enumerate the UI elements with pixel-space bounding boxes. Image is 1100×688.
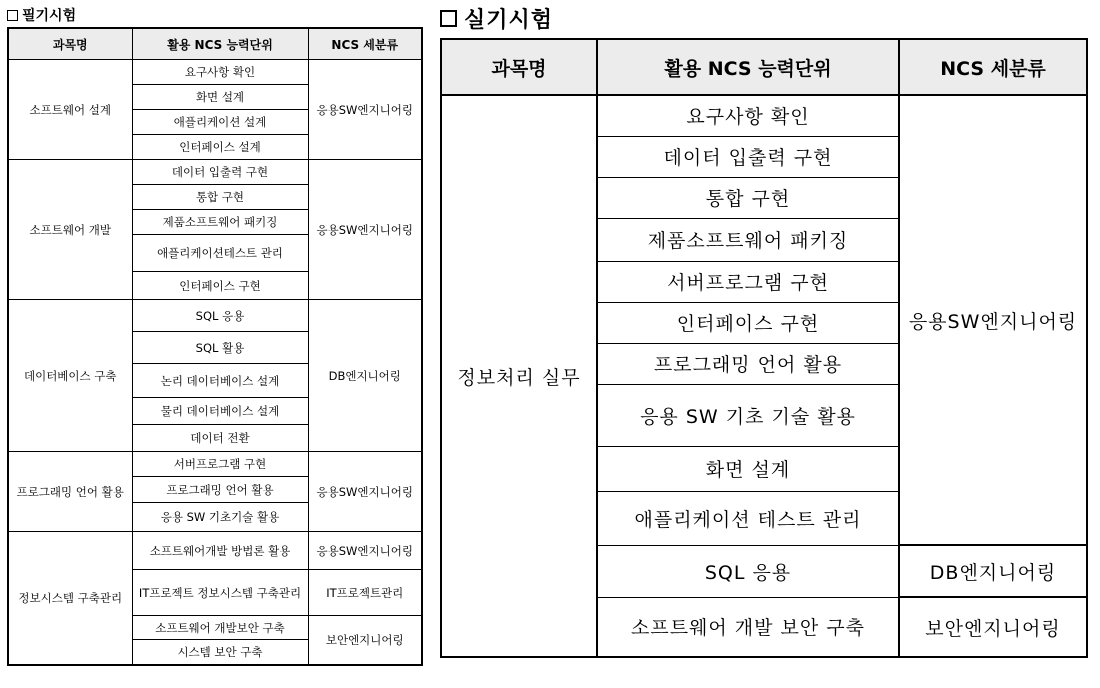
- unit-cell: SQL 응용: [597, 545, 899, 597]
- subject-cell: 정보시스템 구축관리: [8, 532, 132, 665]
- subject-cell: 소프트웨어 개발: [8, 160, 132, 300]
- written-exam-table: [7, 27, 423, 666]
- header-unit: 활용 NCS 능력단위: [597, 39, 899, 95]
- subject-cell: 데이터베이스 구축: [8, 300, 132, 452]
- subject-cell: 프로그래밍 언어 활용: [8, 452, 132, 532]
- practical-exam-title: 실기시험: [464, 7, 554, 33]
- header-category: NCS 세분류: [308, 28, 422, 60]
- written-exam-panel: [7, 5, 423, 666]
- unit-cell: SQL 응용: [132, 300, 308, 332]
- category-cell: 응용SW엔지니어링: [308, 452, 422, 532]
- unit-cell: 인터페이스 구현: [132, 272, 308, 300]
- header-subject: 과목명: [8, 28, 132, 60]
- unit-cell: 물리 데이터베이스 설계: [132, 398, 308, 425]
- unit-cell: 화면 설계: [597, 446, 899, 491]
- written-exam-heading: [7, 5, 423, 25]
- unit-cell: 프로그래밍 언어 활용: [597, 343, 899, 384]
- unit-cell: 데이터 입출력 구현: [132, 160, 308, 185]
- practical-exam-panel: [440, 4, 1088, 658]
- subject-cell: 소프트웨어 설계: [8, 60, 132, 160]
- practical-exam-table: [440, 38, 1088, 658]
- unit-cell: 통합 구현: [597, 177, 899, 218]
- header-subject: 과목명: [441, 39, 597, 95]
- unit-cell: 통합 구현: [132, 185, 308, 210]
- category-cell: 보안엔지니어링: [308, 616, 422, 665]
- category-cell: DB엔지니어링: [308, 300, 422, 452]
- category-cell: 응용SW엔지니어링: [899, 95, 1087, 545]
- unit-cell: 요구사항 확인: [597, 95, 899, 136]
- unit-cell: 시스템 보안 구축: [132, 640, 308, 665]
- written-exam-title: 필기시험: [22, 8, 77, 24]
- category-cell: 보안엔지니어링: [899, 597, 1087, 657]
- category-cell: 응용SW엔지니어링: [308, 160, 422, 300]
- unit-cell: 인터페이스 구현: [597, 302, 899, 343]
- unit-cell: 애플리케이션 설계: [132, 110, 308, 135]
- unit-cell: 소프트웨어 개발보안 구축: [132, 616, 308, 640]
- square-bullet-icon: [7, 10, 18, 21]
- unit-cell: 서버프로그램 구현: [132, 452, 308, 477]
- unit-cell: SQL 활용: [132, 332, 308, 364]
- unit-cell: 인터페이스 설계: [132, 135, 308, 160]
- unit-cell: 데이터 입출력 구현: [597, 136, 899, 177]
- unit-cell: 응용 SW 기초 기술 활용: [597, 384, 899, 446]
- unit-cell: 소프트웨어 개발 보안 구축: [597, 597, 899, 657]
- unit-cell: 애플리케이션테스트 관리: [132, 235, 308, 272]
- unit-cell: 소프트웨어개발 방법론 활용: [132, 532, 308, 570]
- category-cell: 응용SW엔지니어링: [308, 532, 422, 570]
- practical-exam-heading: [440, 4, 1088, 32]
- unit-cell: 제품소프트웨어 패키징: [597, 218, 899, 261]
- category-cell: DB엔지니어링: [899, 545, 1087, 597]
- unit-cell: 애플리케이션 테스트 관리: [597, 491, 899, 545]
- unit-cell: 응용 SW 기초기술 활용: [132, 503, 308, 532]
- unit-cell: 데이터 전환: [132, 425, 308, 452]
- unit-cell: IT프로젝트 정보시스템 구축관리: [132, 570, 308, 616]
- unit-cell: 논리 데이터베이스 설계: [132, 364, 308, 398]
- unit-cell: 요구사항 확인: [132, 60, 308, 85]
- unit-cell: 프로그래밍 언어 활용: [132, 477, 308, 503]
- header-category: NCS 세분류: [899, 39, 1087, 95]
- category-cell: IT프로젝트관리: [308, 570, 422, 616]
- square-bullet-icon: [440, 10, 457, 27]
- unit-cell: 서버프로그램 구현: [597, 261, 899, 302]
- subject-cell: 정보처리 실무: [441, 95, 597, 657]
- category-cell: 응용SW엔지니어링: [308, 60, 422, 160]
- unit-cell: 화면 설계: [132, 85, 308, 110]
- header-unit: 활용 NCS 능력단위: [132, 28, 308, 60]
- unit-cell: 제품소프트웨어 패키징: [132, 210, 308, 235]
